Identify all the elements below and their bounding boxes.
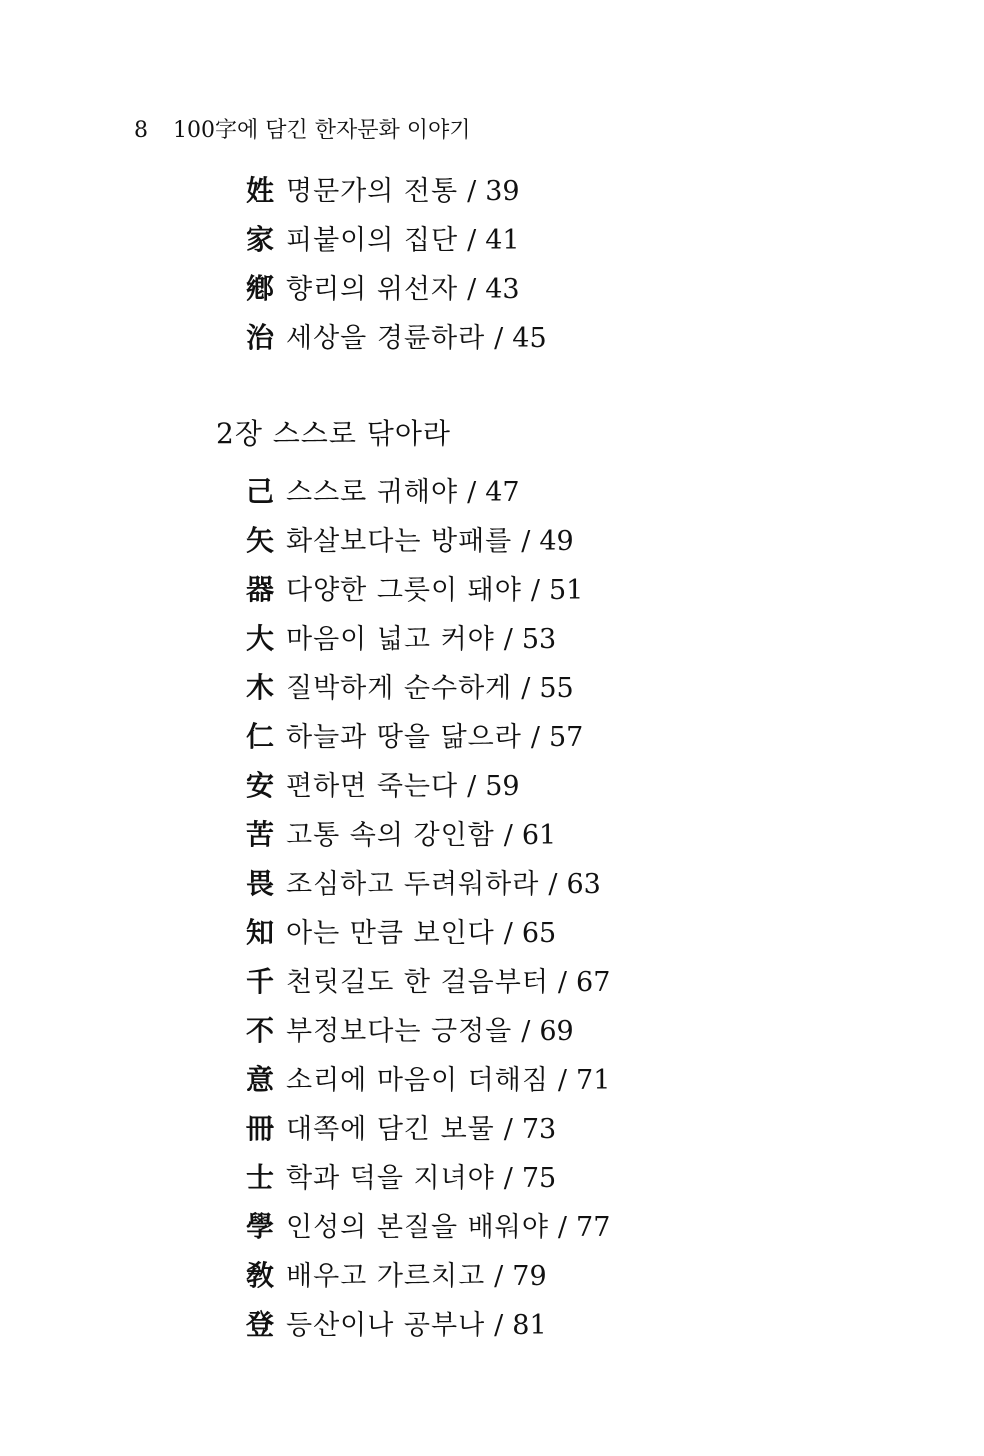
entry-separator: / (503, 918, 513, 949)
toc-section-1 (246, 166, 547, 362)
entry-hanja: 安 (246, 769, 275, 802)
chapter-heading: 2장 스스로 닦아라 (216, 417, 451, 450)
entry-separator: / (521, 526, 531, 557)
entry-page-number: 57 (548, 722, 584, 753)
entry-hanja: 木 (246, 671, 275, 704)
toc-entry (246, 859, 610, 908)
entry-title: 화살보다는 방패를 (286, 526, 513, 557)
entry-page-number: 59 (485, 771, 520, 802)
entry-hanja: 學 (246, 1210, 275, 1243)
entry-title: 편하면 죽는다 (286, 771, 459, 802)
entry-page-number: 61 (521, 820, 557, 851)
entry-title: 세상을 경륜하라 (286, 323, 486, 354)
toc-entry (246, 313, 547, 362)
entry-separator: / (467, 771, 477, 802)
entry-hanja: 冊 (246, 1112, 275, 1145)
entry-title: 향리의 위선자 (286, 274, 459, 305)
entry-hanja: 畏 (246, 867, 275, 900)
entry-separator: / (521, 673, 531, 704)
entry-title: 마음이 넓고 커야 (286, 624, 495, 655)
entry-page-number: 45 (512, 323, 547, 354)
entry-title: 학과 덕을 지녀야 (286, 1163, 495, 1194)
entry-separator: / (503, 820, 513, 851)
toc-entry (246, 663, 610, 712)
entry-title: 고통 속의 강인함 (286, 820, 495, 851)
entry-page-number: 81 (512, 1310, 547, 1341)
entry-hanja: 苦 (246, 818, 275, 851)
toc-entry (246, 1251, 610, 1300)
toc-entry (246, 810, 610, 859)
toc-entry (246, 1153, 610, 1202)
entry-hanja: 仁 (246, 720, 275, 753)
entry-page-number: 41 (485, 225, 520, 256)
entry-separator: / (467, 225, 477, 256)
running-header (134, 116, 471, 146)
entry-page-number: 71 (576, 1065, 611, 1096)
entry-page-number: 79 (512, 1261, 547, 1292)
entry-hanja: 矢 (246, 524, 275, 557)
entry-hanja: 士 (246, 1161, 275, 1194)
entry-hanja: 不 (246, 1014, 275, 1047)
entry-page-number: 43 (485, 274, 520, 305)
entry-hanja: 治 (246, 321, 275, 354)
entry-page-number: 73 (521, 1114, 557, 1145)
page-number: 8 (134, 118, 148, 143)
entry-title: 하늘과 땅을 닮으라 (286, 722, 522, 753)
entry-hanja: 登 (246, 1308, 275, 1341)
toc-entry (246, 215, 547, 264)
entry-hanja: 千 (246, 965, 275, 998)
entry-hanja: 知 (246, 916, 275, 949)
entry-separator: / (494, 1310, 504, 1341)
entry-page-number: 55 (539, 673, 574, 704)
entry-page-number: 69 (539, 1016, 574, 1047)
entry-title: 부정보다는 긍정을 (286, 1016, 513, 1047)
toc-entry (246, 908, 610, 957)
book-title: 100字에 담긴 한자문화 이야기 (173, 118, 471, 143)
entry-separator: / (467, 274, 477, 305)
entry-title: 다양한 그릇이 돼야 (286, 575, 522, 606)
toc-entry (246, 1055, 610, 1104)
entry-hanja: 家 (246, 223, 275, 256)
toc-entry (246, 1104, 610, 1153)
entry-separator: / (557, 967, 568, 998)
toc-entry (246, 467, 610, 516)
entry-separator: / (548, 869, 558, 900)
entry-separator: / (521, 1016, 531, 1047)
entry-page-number: 51 (548, 575, 584, 606)
entry-page-number: 75 (521, 1163, 557, 1194)
entry-hanja: 器 (246, 573, 275, 606)
entry-title: 명문가의 전통 (286, 176, 459, 207)
entry-title: 스스로 귀해야 (286, 477, 459, 508)
entry-separator: / (494, 1261, 504, 1292)
entry-page-number: 63 (566, 869, 601, 900)
entry-page-number: 65 (521, 918, 557, 949)
entry-separator: / (503, 1163, 513, 1194)
entry-separator: / (503, 1114, 513, 1145)
entry-title: 인성의 본질을 배워야 (286, 1212, 549, 1243)
entry-title: 소리에 마음이 더해짐 (286, 1065, 549, 1096)
entry-separator: / (530, 722, 540, 753)
entry-separator: / (467, 176, 477, 207)
entry-page-number: 47 (485, 477, 520, 508)
entry-hanja: 己 (246, 475, 275, 508)
toc-entry (246, 1202, 610, 1251)
toc-entry (246, 957, 610, 1006)
toc-entry (246, 264, 547, 313)
entry-title: 등산이나 공부나 (286, 1310, 486, 1341)
entry-page-number: 39 (485, 176, 520, 207)
toc-entry (246, 712, 610, 761)
entry-title: 아는 만큼 보인다 (286, 918, 495, 949)
entry-separator: / (530, 575, 540, 606)
entry-title: 피붙이의 집단 (286, 225, 459, 256)
entry-hanja: 大 (246, 622, 275, 655)
entry-title: 천릿길도 한 걸음부터 (286, 967, 549, 998)
entry-separator: / (467, 477, 477, 508)
entry-separator: / (557, 1212, 568, 1243)
toc-entry (246, 761, 610, 810)
toc-entry (246, 614, 610, 663)
toc-entry (246, 565, 610, 614)
entry-page-number: 67 (576, 967, 611, 998)
entry-title: 질박하게 순수하게 (286, 673, 513, 704)
entry-separator: / (494, 323, 504, 354)
entry-separator: / (503, 624, 513, 655)
toc-entry (246, 1300, 610, 1349)
entry-separator: / (557, 1065, 568, 1096)
entry-page-number: 49 (539, 526, 574, 557)
entry-hanja: 姓 (246, 174, 275, 207)
toc-entry (246, 166, 547, 215)
entry-title: 배우고 가르치고 (286, 1261, 486, 1292)
toc-entry (246, 1006, 610, 1055)
toc-chapter-2 (246, 467, 610, 1349)
entry-hanja: 鄕 (246, 272, 275, 305)
entry-title: 대쪽에 담긴 보물 (286, 1114, 495, 1145)
entry-page-number: 53 (521, 624, 557, 655)
entry-page-number: 77 (576, 1212, 611, 1243)
toc-entry (246, 516, 610, 565)
entry-title: 조심하고 두려워하라 (286, 869, 540, 900)
entry-hanja: 敎 (246, 1259, 275, 1292)
entry-hanja: 意 (246, 1063, 275, 1096)
